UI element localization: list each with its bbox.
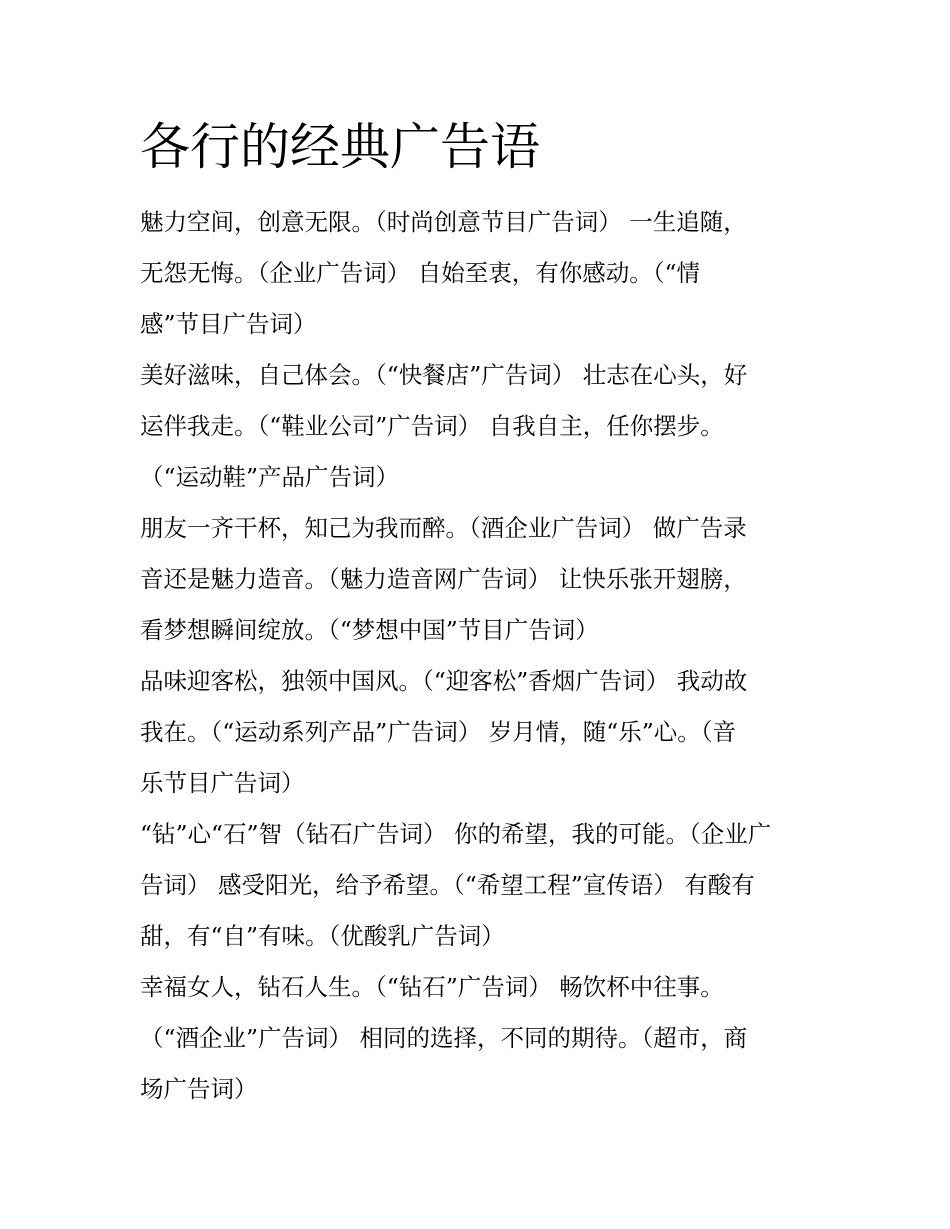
text-line: 品味迎客松，独领中国风。（“迎客松”香烟广告词） 我动故	[140, 667, 748, 695]
text-line: 乐节目广告词）	[140, 769, 305, 797]
text-line: 无怨无悔。（企业广告词） 自始至衷，有你感动。（“情	[140, 259, 700, 287]
text-line: 朋友一齐干杯，知己为我而醉。（酒企业广告词） 做广告录	[140, 514, 747, 542]
text-line: 音还是魅力造音。（魅力造音网广告词） 让快乐张开翅膀，	[140, 565, 747, 593]
text-line: 魅力空间，创意无限。（时尚创意节目广告词） 一生追随，	[140, 208, 747, 236]
text-line: 甜，有“自”有味。（优酸乳广告词）	[140, 922, 505, 950]
text-line: “钻”心“石”智（钻石广告词） 你的希望，我的可能。（企业广	[140, 820, 772, 848]
text-line: 感”节目广告词）	[140, 310, 317, 338]
text-line: 场广告词）	[140, 1075, 258, 1103]
text-line: 告词） 感受阳光，给予希望。（“希望工程”宣传语） 有酸有	[140, 871, 755, 899]
text-line: 看梦想瞬间绽放。（“梦想中国”节目广告词）	[140, 616, 599, 644]
text-line: 美好滋味，自己体会。（“快餐店”广告词） 壮志在心头，好	[140, 361, 748, 389]
text-line: 运伴我走。（“鞋业公司”广告词） 自我自主，任你摆步。	[140, 412, 724, 440]
text-line: （“运动鞋”产品广告词）	[140, 463, 400, 491]
document-title: 各行的经典广告语	[140, 118, 540, 176]
text-line: （“酒企业”广告词） 相同的选择，不同的期待。（超市，商	[140, 1024, 748, 1052]
text-line: 我在。（“运动系列产品”广告词） 岁月情，随“乐”心。（音	[140, 718, 737, 746]
text-line: 幸福女人，钻石人生。（“钻石”广告词） 畅饮杯中往事。	[140, 973, 724, 1001]
